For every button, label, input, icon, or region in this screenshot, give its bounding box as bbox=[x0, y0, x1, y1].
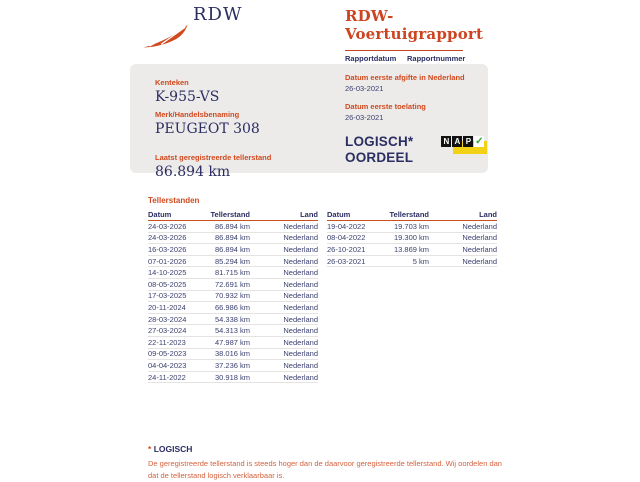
nap-letter-n: N bbox=[441, 136, 451, 147]
footnote-text: De geregistreerde tellerstand is steeds hoger dan de daarvoor geregistreerde tellerstand. Wij oordelen dan dat de tellerstand logisch verklaarbaar is. bbox=[148, 459, 502, 480]
cell-datum: 26-10-2021 bbox=[327, 244, 366, 254]
table-row bbox=[327, 233, 497, 245]
table-row bbox=[327, 244, 497, 256]
nap-logo bbox=[441, 136, 485, 156]
cell-land: Nederland bbox=[283, 360, 318, 370]
cell-datum: 08-05-2025 bbox=[148, 279, 187, 289]
oordeel-text bbox=[345, 134, 413, 166]
cell-land: Nederland bbox=[283, 349, 318, 359]
cell-tellerstand: 5 km bbox=[412, 256, 429, 266]
table-row bbox=[148, 221, 318, 233]
tellerstanden-table-left bbox=[148, 209, 318, 383]
afgifte-label: Datum eerste afgifte in Nederland bbox=[345, 73, 465, 82]
table-row bbox=[148, 256, 318, 268]
table-row bbox=[148, 291, 318, 303]
cell-datum: 17-03-2025 bbox=[148, 291, 187, 301]
oordeel-line1: LOGISCH* bbox=[345, 134, 414, 149]
cell-datum: 26-03-2021 bbox=[327, 256, 366, 266]
footnote-asterisk: * bbox=[148, 444, 152, 454]
cell-land: Nederland bbox=[283, 337, 318, 347]
cell-tellerstand: 47.987 km bbox=[214, 337, 250, 347]
cell-land: Nederland bbox=[283, 372, 318, 382]
nap-check-icon: ✓ bbox=[475, 136, 484, 147]
footnote-title bbox=[148, 444, 510, 454]
cell-land: Nederland bbox=[462, 233, 497, 243]
rdw-logo bbox=[140, 3, 250, 53]
table-row bbox=[148, 233, 318, 245]
cell-tellerstand: 86.894 km bbox=[214, 221, 250, 231]
cell-tellerstand: 70.932 km bbox=[214, 291, 250, 301]
oordeel-block bbox=[345, 134, 485, 166]
kenteken-value: K-955-VS bbox=[155, 89, 220, 105]
cell-land: Nederland bbox=[283, 291, 318, 301]
vehicle-identity bbox=[155, 78, 271, 181]
vehicle-summary-card bbox=[130, 64, 488, 180]
table-row bbox=[148, 372, 318, 384]
cell-datum: 09-05-2023 bbox=[148, 349, 187, 359]
tellerstanden-title: Tellerstanden bbox=[148, 196, 200, 205]
table-header bbox=[327, 209, 497, 221]
cell-tellerstand: 86.894 km bbox=[214, 233, 250, 243]
column-tellerstand: Tellerstand bbox=[389, 210, 429, 219]
cell-land: Nederland bbox=[283, 256, 318, 266]
cell-land: Nederland bbox=[283, 221, 318, 231]
table-row bbox=[148, 302, 318, 314]
laatste-tellerstand-label: Laatst geregistreerde tellerstand bbox=[155, 153, 272, 162]
table-row bbox=[327, 221, 497, 233]
cell-datum: 16-03-2026 bbox=[148, 244, 187, 254]
cell-datum: 28-03-2024 bbox=[148, 314, 187, 324]
report-title: RDW-Voertuigrapport bbox=[345, 7, 484, 43]
rdw-bird-icon bbox=[142, 24, 189, 49]
cell-datum: 08-04-2022 bbox=[327, 233, 366, 243]
oordeel-line2: OORDEEL bbox=[345, 150, 414, 165]
column-land: Land bbox=[479, 210, 497, 219]
cell-tellerstand: 13.869 km bbox=[393, 244, 429, 254]
cell-tellerstand: 19.300 km bbox=[393, 233, 429, 243]
cell-land: Nederland bbox=[283, 326, 318, 336]
rapportnummer-label: Rapportnummer bbox=[407, 54, 466, 63]
cell-tellerstand: 37.236 km bbox=[214, 360, 250, 370]
cell-datum: 24-03-2026 bbox=[148, 221, 187, 231]
kenteken-label: Kenteken bbox=[155, 78, 189, 87]
column-datum: Datum bbox=[327, 210, 351, 219]
cell-datum: 04-04-2023 bbox=[148, 360, 187, 370]
column-tellerstand: Tellerstand bbox=[210, 210, 250, 219]
tellerstanden-section bbox=[148, 196, 497, 383]
cell-tellerstand: 72.691 km bbox=[214, 279, 250, 289]
footnote-title-text: LOGISCH bbox=[153, 444, 193, 454]
vehicle-dates bbox=[345, 73, 485, 166]
table-row bbox=[148, 279, 318, 291]
cell-tellerstand: 81.715 km bbox=[214, 268, 250, 278]
table-row bbox=[148, 314, 318, 326]
table-row bbox=[148, 244, 318, 256]
merk-value: PEUGEOT 308 bbox=[155, 121, 260, 137]
cell-tellerstand: 30.918 km bbox=[214, 372, 250, 382]
cell-land: Nederland bbox=[283, 279, 318, 289]
cell-tellerstand: 54.313 km bbox=[214, 326, 250, 336]
table-row bbox=[148, 349, 318, 361]
table-header bbox=[148, 209, 318, 221]
rapportdatum-label: Rapportdatum bbox=[345, 54, 397, 63]
logisch-footnote bbox=[148, 444, 510, 482]
laatste-tellerstand-value: 86.894 km bbox=[155, 164, 231, 180]
tellerstanden-table-right bbox=[327, 209, 497, 267]
cell-land: Nederland bbox=[283, 302, 318, 312]
cell-land: Nederland bbox=[283, 244, 318, 254]
cell-land: Nederland bbox=[283, 314, 318, 324]
cell-land: Nederland bbox=[283, 268, 318, 278]
cell-tellerstand: 19.703 km bbox=[393, 221, 429, 231]
cell-tellerstand: 38.016 km bbox=[214, 349, 250, 359]
cell-land: Nederland bbox=[462, 244, 497, 254]
cell-datum: 22-11-2023 bbox=[148, 337, 186, 347]
cell-datum: 24-03-2026 bbox=[148, 233, 187, 243]
cell-datum: 14-10-2025 bbox=[148, 268, 187, 278]
cell-tellerstand: 86.894 km bbox=[214, 244, 250, 254]
afgifte-value: 26-03-2021 bbox=[345, 84, 384, 93]
toelating-label: Datum eerste toelating bbox=[345, 102, 426, 111]
cell-land: Nederland bbox=[462, 256, 497, 266]
rdw-wordmark: RDW bbox=[193, 4, 243, 25]
cell-datum: 20-11-2024 bbox=[148, 302, 186, 312]
table-row bbox=[148, 360, 318, 372]
table-row bbox=[327, 256, 497, 268]
merk-label: Merk/Handelsbenaming bbox=[155, 110, 240, 119]
cell-datum: 24-11-2022 bbox=[148, 372, 186, 382]
nap-letter-a: A bbox=[452, 136, 462, 147]
cell-datum: 19-04-2022 bbox=[327, 221, 366, 231]
column-land: Land bbox=[300, 210, 318, 219]
table-row bbox=[148, 337, 318, 349]
toelating-value: 26-03-2021 bbox=[345, 113, 384, 122]
cell-land: Nederland bbox=[462, 221, 497, 231]
cell-datum: 27-03-2024 bbox=[148, 326, 187, 336]
cell-tellerstand: 54.338 km bbox=[214, 314, 250, 324]
table-row bbox=[148, 325, 318, 337]
cell-tellerstand: 66.986 km bbox=[214, 302, 250, 312]
cell-land: Nederland bbox=[283, 233, 318, 243]
cell-tellerstand: 85.294 km bbox=[214, 256, 250, 266]
nap-letter-p: P bbox=[463, 136, 473, 147]
column-datum: Datum bbox=[148, 210, 172, 219]
cell-datum: 07-01-2026 bbox=[148, 256, 187, 266]
table-row bbox=[148, 267, 318, 279]
